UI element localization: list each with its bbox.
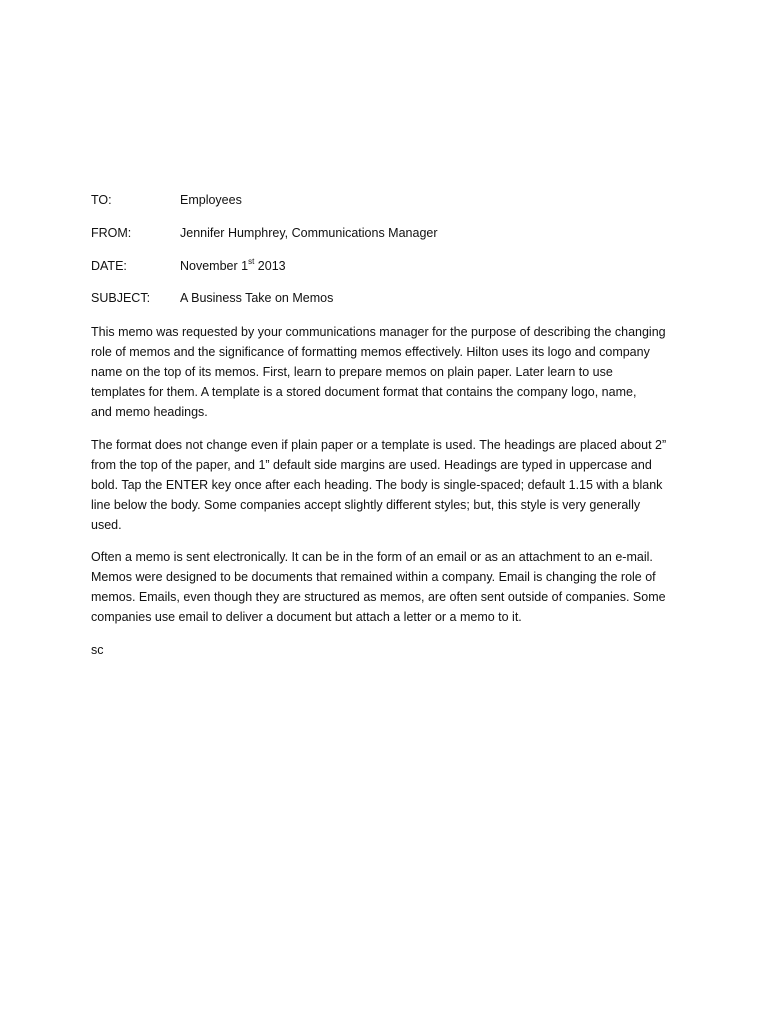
memo-from-row [91,225,438,241]
paragraph-line: and memo headings. [91,405,208,419]
paragraph-line: memos. Emails, even though they are structured as memos, are often sent outside of companies. Some [91,590,666,604]
body-paragraph-1 [91,322,681,422]
to-value: Employees [180,193,242,207]
date-label: DATE: [91,259,127,273]
subject-label: SUBJECT: [91,291,151,305]
subject-value: A Business Take on Memos [180,291,334,305]
paragraph-line: templates for them. A template is a stored document format that contains the company logo, name, [91,385,637,399]
paragraph-line: from the top of the paper, and 1” default side margins are used. Headings are typed in uppercase and [91,458,652,472]
date-value-ordinal: st [248,256,255,266]
paragraph-line: Memos were designed to be documents that remained within a company. Email is changing the role of [91,570,656,584]
sender-initials: sc [91,643,104,657]
paragraph-line: The format does not change even if plain paper or a template is used. The headings are placed about 2” [91,438,667,452]
from-value: Jennifer Humphrey, Communications Manager [180,226,438,240]
paragraph-line: Often a memo is sent electronically. It can be in the form of an email or as an attachment to an e-mail. [91,550,653,564]
paragraph-line: used. [91,518,122,532]
body-paragraph-3 [91,547,681,627]
paragraph-line: bold. Tap the ENTER key once after each heading. The body is single-spaced; default 1.15 with a blank [91,478,663,492]
paragraph-line: role of memos and the significance of formatting memos effectively. Hilton uses its logo and company [91,345,650,359]
to-label: TO: [91,193,112,207]
from-label: FROM: [91,226,132,240]
memo-subject-row [91,290,333,306]
date-value-year: 2013 [254,259,286,273]
paragraph-line: companies use email to deliver a document but attach a letter or a memo to it. [91,610,522,624]
body-paragraph-2 [91,435,681,535]
paragraph-line: name on the top of its memos. First, learn to prepare memos on plain paper. Later learn to use [91,365,613,379]
memo-to-row [91,192,242,208]
date-value [180,258,286,274]
date-value-prefix: November 1 [180,259,249,273]
memo-date-row [91,258,286,274]
paragraph-line: This memo was requested by your communications manager for the purpose of describing the changing [91,325,666,339]
paragraph-line: line below the body. Some companies accept slightly different styles; but, this style is very generally [91,498,641,512]
